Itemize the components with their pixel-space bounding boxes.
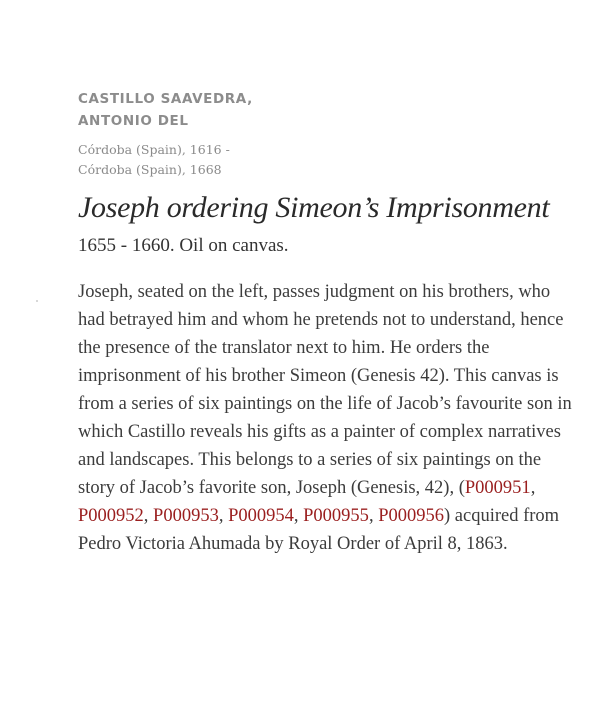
link-separator: ,: [293, 506, 304, 526]
link-P000952[interactable]: P000952: [78, 506, 144, 526]
artist-heading: [78, 88, 578, 132]
artwork-title: Joseph ordering Simeon’s Imprisonment: [78, 191, 550, 224]
link-separator: ,: [530, 478, 536, 498]
decorative-dot: [36, 300, 38, 302]
artist-name-line2[interactable]: ANTONIO DEL: [78, 113, 189, 129]
link-P000953[interactable]: P000953: [153, 506, 219, 526]
link-P000956[interactable]: P000956: [378, 506, 444, 526]
link-separator: ,: [368, 506, 379, 526]
description-text: Joseph, seated on the left, passes judgment on his brothers, who had betrayed him and whom he pretends not to understand, hence the presence of the translator next to him. He orders the imprisonment of his brother Simeon (Genesis 42). This canvas is from a series of six paintings on the life of Jacob’s favourite son in which Castillo reveals his gifts as a painter of complex narratives and landscapes. This belongs to a series of six paintings on the story of Jacob’s favorite son, Joseph (Genesis, 42), (: [78, 282, 572, 498]
description-text-end: ) acquired from Pedro Victoria Ahumada by Royal Order of April 8, 1863.: [78, 506, 560, 554]
artwork-detail: [78, 88, 578, 577]
link-separator: ,: [143, 506, 154, 526]
link-P000954[interactable]: P000954: [228, 506, 294, 526]
artist-lifespan: [78, 140, 578, 180]
link-P000951[interactable]: P000951: [464, 478, 531, 498]
link-P000955[interactable]: P000955: [303, 506, 369, 526]
artwork-description: [78, 278, 578, 558]
artist-death: Córdoba (Spain), 1668: [78, 162, 222, 177]
artwork-date-medium: 1655 - 1660. Oil on canvas.: [78, 235, 289, 256]
artist-birth: Córdoba (Spain), 1616 -: [78, 142, 230, 157]
link-separator: ,: [218, 506, 229, 526]
artist-name-line1[interactable]: CASTILLO SAAVEDRA,: [78, 91, 253, 107]
